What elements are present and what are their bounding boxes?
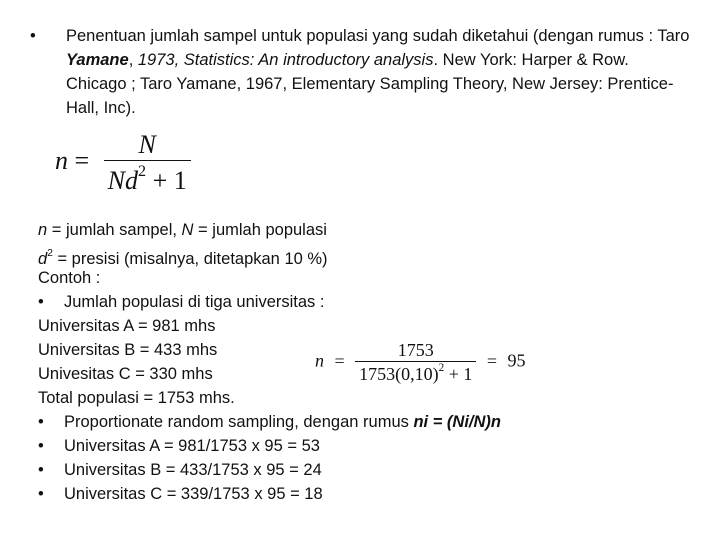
bullet-dot: • xyxy=(38,461,44,479)
total-population-line: Total populasi = 1753 mhs. xyxy=(38,389,235,407)
example-heading: Contoh : xyxy=(38,269,101,287)
formula1-denominator xyxy=(104,160,191,196)
def-N-text: = jumlah populasi xyxy=(193,221,327,239)
def-d: d xyxy=(38,250,48,269)
formula2-lhs: n xyxy=(315,350,324,371)
formula2-den-plus-one: + 1 xyxy=(444,363,473,384)
intro-text-yamane: Yamane xyxy=(66,51,129,69)
intro-text-part5: . New York: Harper & Row. Chicago ; Taro Yamane, 1967, Elementary Sampling Theory, New Jersey: Prentice-Hall, Inc). xyxy=(66,51,674,117)
formula1-den-exp: 2 xyxy=(138,163,147,180)
result-c-bullet xyxy=(38,482,698,506)
proportionate-text: Proportionate random sampling, dengan rumus xyxy=(64,413,414,431)
result-a-bullet xyxy=(38,434,698,458)
bullet-dot: • xyxy=(38,437,44,455)
formula1-den-plus-one: + 1 xyxy=(146,165,187,195)
intro-text-part3: , xyxy=(128,51,138,69)
def-n: n xyxy=(38,221,48,239)
population-bullet xyxy=(38,290,698,314)
formula1-numerator: N xyxy=(138,130,156,159)
formula2-equals-result: = xyxy=(486,350,498,371)
formula1-lhs: n xyxy=(55,145,68,175)
bullet-dot: • xyxy=(30,27,36,45)
formula1-fraction xyxy=(104,130,191,196)
population-bullet-text: Jumlah populasi di tiga universitas : xyxy=(64,293,325,311)
formula2-den-exp: 2 xyxy=(438,362,445,374)
formula1-equals: = xyxy=(74,145,90,175)
result-a-text: Universitas A = 981/1753 x 95 = 53 xyxy=(64,437,320,455)
university-b-line: Universitas B = 433 mhs xyxy=(38,341,218,359)
result-b-bullet xyxy=(38,458,698,482)
result-c-text: Universitas C = 339/1753 x 95 = 18 xyxy=(64,485,323,503)
result-b-text: Universitas B = 433/1753 x 95 = 24 xyxy=(64,461,322,479)
intro-text-part1: Penentuan jumlah sampel untuk populasi yang sudah diketahui (dengan rumus : Taro xyxy=(66,27,690,45)
university-a-line: Universitas A = 981 mhs xyxy=(38,317,216,335)
formula2-numerator: 1753 xyxy=(397,340,434,360)
university-c-line: Univesitas C = 330 mhs xyxy=(38,365,213,383)
def-d-text: = presisi (misalnya, ditetapkan 10 %) xyxy=(52,250,328,269)
def-n-text: = jumlah sampel, xyxy=(47,221,182,239)
def-N: N xyxy=(181,221,194,239)
def-d-exp: 2 xyxy=(47,248,53,259)
definition-line-d xyxy=(38,242,698,269)
proportionate-bullet xyxy=(38,410,698,434)
formula2-result: 95 xyxy=(507,350,526,371)
intro-text xyxy=(66,24,690,120)
formula2-den-base: 1753(0,10) xyxy=(359,363,439,384)
yamane-formula xyxy=(55,130,191,196)
intro-bullet xyxy=(30,24,690,120)
intro-text-book-title: 1973, Statistics: An introductory analysis xyxy=(137,51,434,69)
bullet-dot: • xyxy=(38,293,44,311)
bullet-dot: • xyxy=(38,413,44,431)
formula2-equals: = xyxy=(334,350,345,371)
proportionate-formula: ni = (Ni/N)n xyxy=(413,413,501,431)
explanation-body xyxy=(38,218,698,506)
bullet-dot: • xyxy=(38,485,44,503)
formula1-den-nd: Nd xyxy=(107,165,139,195)
definition-line-n xyxy=(38,218,698,242)
